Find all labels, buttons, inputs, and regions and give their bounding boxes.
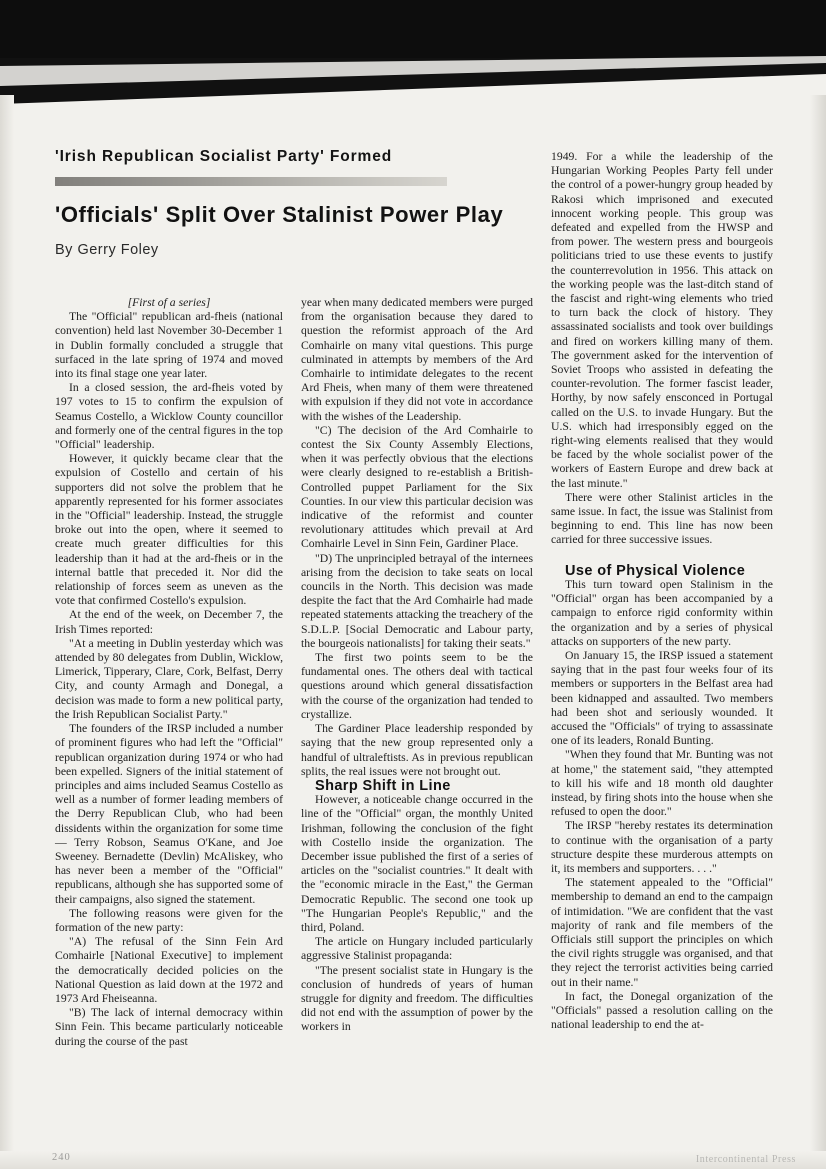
- paragraph: 1949. For a while the leadership of the Hungarian Working Peoples Party fell under the control of a power-hungry group headed by Rakosi which imprisoned and executed innocent working people. This group was defeated and expelled from the HWSP and from power. The western press and bourgeois politicians tried to use these events to justify the counterrevolution in 1956. This attack on the working people was the last-ditch stand of the fascist and right-wing elements who tried to turn back the clock of history. They assassinated socialists and took over buildings and fired on workers killing many of them. The government asked for the intervention of Soviet Troops who assisted in defeating the counter-revolution. The former fascist leader, Horthy, by now safely ensconced in Portugal called on the U.S. to invade Hungary. But the U.S. which had irresponsibly egged on the right-wing elements realised that they would be faced by the whole socialist power of the workers of Eastern Europe and drew back at the last minute.": [551, 150, 773, 490]
- paragraph: "D) The unprincipled betrayal of the internees arising from the decision to take seats on local councils in the North. This decision was made despite the fact that the Ard Comhairle had made repeated statements attacking the treachery of the S.D.L.P. [Social Democratic and Labour party, the bourgeois nationalists] for taking their seats.": [301, 551, 533, 650]
- section-heading-sharp-shift: Sharp Shift in Line: [315, 777, 451, 794]
- paragraph: The following reasons were given for the formation of the new party:: [55, 906, 283, 934]
- column-two: [301, 296, 533, 1035]
- paragraph: "B) The lack of internal democracy within Sinn Fein. This became particularly noticeable during the course of the past: [55, 1006, 283, 1048]
- paragraph: The Gardiner Place leadership responded by saying that the new group represented only a handful of ultraleftists. As in previous republican splits, the real issues were not brought out.: [301, 722, 533, 778]
- paragraph: "When they found that Mr. Bunting was not at home," the statement said, "they attempted to kill his wife and 18 month old daughter instead, by firing shots into the house when she refused to open the door.": [551, 748, 773, 819]
- column-three: [551, 150, 773, 1032]
- paragraph: The founders of the IRSP included a number of prominent figures who had left the "Official" republican organization during 1974 or who had been expelled. Signers of the initial statement of principles and aims included Seamus Costello as well as a number of former leading members of the Derry Republican Club, who had been dissidents within the organization for some time— Terry Robson, Seamus O'Kane, and Joe Sweeney. Bernadette (Devlin) McAliskey, who has never been a member of the "Official" republicans, although she has supported some of their campaigns, also signed the statement.: [55, 722, 283, 906]
- paragraph: "At a meeting in Dublin yesterday which was attended by 80 delegates from Dublin, Wicklow, Limerick, Tipperary, Clare, Cork, Belfast, Derry City, and county Armagh and Donegal, a decision was made to form a new political party, the Irish Republican Socialist Party.": [55, 636, 283, 721]
- paragraph: The "Official" republican ard-fheis (national convention) held last November 30-December 1 in Dublin formally concluded a struggle that surfaced in the late spring of 1974 and moved into its final stage one year later.: [55, 310, 283, 381]
- paragraph: There were other Stalinist articles in the same issue. In fact, the issue was Stalinist from beginning to end. This line has now been carried for three successive issues.: [551, 490, 773, 547]
- article-byline: By Gerry Foley: [55, 242, 159, 258]
- paragraph: "The present socialist state in Hungary is the conclusion of hundreds of years of human struggle for dignity and freedom. The difficulties did not end with the assumption of power by the workers in: [301, 963, 533, 1034]
- series-note: [First of a series]: [127, 296, 211, 309]
- article-kicker: 'Irish Republican Socialist Party' Formed: [55, 148, 393, 165]
- paragraph: In a closed session, the ard-fheis voted by 197 votes to 15 to confirm the expulsion of Seamus Costello, a Wicklow County councillor and formerly one of the central figures in the top "Official" leadership.: [55, 381, 283, 452]
- paragraph: On January 15, the IRSP issued a statement saying that in the past four weeks four of its members or supporters in the Belfast area had been kidnapped and assaulted. Two members had been shot and seriously wounded. It accused the "Officials" of trying to assassinate one of its leaders, Ronald Bunting.: [551, 648, 773, 748]
- paragraph: The statement appealed to the "Official" membership to demand an end to the campaign of intimidation. "We are confident that the vast majority of rank and file members of the Officials still support the principles on which the civil rights struggle was organised, and that they reject the terrorist activities being carried out in their name.": [551, 876, 773, 989]
- paragraph: However, a noticeable change occurred in the line of the "Official" organ, the monthly United Irishman, following the conclusion of the fight with Costello inside the organization. The December issue published the first of a series of articles on the "socialist countries." It dealt with the "economic miracle in the East," the German Democratic Republic. The second one took up "The Hungarian People's Republic," and the third, Poland.: [301, 793, 533, 934]
- paragraph: year when many dedicated members were purged from the organisation because they dared to question the reformist approach of the Ard Comhairle on many vital questions. This purge culminated in attempts by members of the Ard Comhairle to intimidate delegates to the recent Ard Fheis, when many of them were threatened with expulsion if they did not vote in accordance with the wishes of the Leadership.: [301, 296, 533, 423]
- paragraph: The article on Hungary included particularly aggressive Stalinist propaganda:: [301, 935, 533, 963]
- column-one: [55, 296, 283, 1049]
- scan-left-shadow: [0, 95, 14, 1169]
- scan-dark-band: [0, 0, 826, 62]
- section-heading-physical-violence: Use of Physical Violence: [565, 562, 746, 579]
- publication-folio: Intercontinental Press: [695, 1154, 796, 1165]
- page-title: 'Officials' Split Over Stalinist Power Play: [55, 202, 504, 227]
- paragraph: However, it quickly became clear that the expulsion of Costello and certain of his supporters did not solve the problem that he apparently represented for his former associates in the "Official" leadership. Instead, the struggle broke out into the open, where it seemed to create much greater difficulties for this leadership than it had at the ard-fheis or in the internal battle that preceded it. Nor did the relationship of forces seem as uneven as the vote that confirmed Costello's expulsion.: [55, 452, 283, 608]
- paragraph: "A) The refusal of the Sinn Fein Ard Comhairle [National Executive] to implement the democratically decided policies on the National Question as laid down at the 1972 and 1973 Ard Fheiseanna.: [55, 935, 283, 1005]
- paragraph: At the end of the week, on December 7, the Irish Times reported:: [55, 608, 283, 636]
- paragraph: "C) The decision of the Ard Comhairle to contest the Six County Assembly Elections, when it was perfectly obvious that the elections were clearly designed to re-establish a British-Controlled puppet Parliament for the Six Counties. In our view this particular decision was indicative of the reformist and counter revolutionary attitudes which prevail at Ard Comhairle Level in Sinn Fein, Gardiner Place.: [301, 423, 533, 551]
- paragraph: This turn toward open Stalinism in the "Official" organ has been accompanied by a campaign to enforce rigid conformity within the organization and by a series of physical attacks on supporters of the new party.: [551, 577, 773, 648]
- paragraph: The first two points seem to be the fundamental ones. The others deal with tactical questions around which general dissatisfaction with the course of the organization had tended to crystallize.: [301, 651, 533, 721]
- paragraph: In fact, the Donegal organization of the "Officials" passed a resolution calling on the national leadership to end the at-: [551, 989, 773, 1032]
- scan-right-shadow: [810, 95, 826, 1169]
- page-folio: 240: [52, 1152, 71, 1163]
- paragraph: The IRSP "hereby restates its determination to continue with the organisation of a party structure despite these murderous attempts on it, its members and supporters. . . .": [551, 819, 773, 875]
- headline-rule: [55, 177, 447, 186]
